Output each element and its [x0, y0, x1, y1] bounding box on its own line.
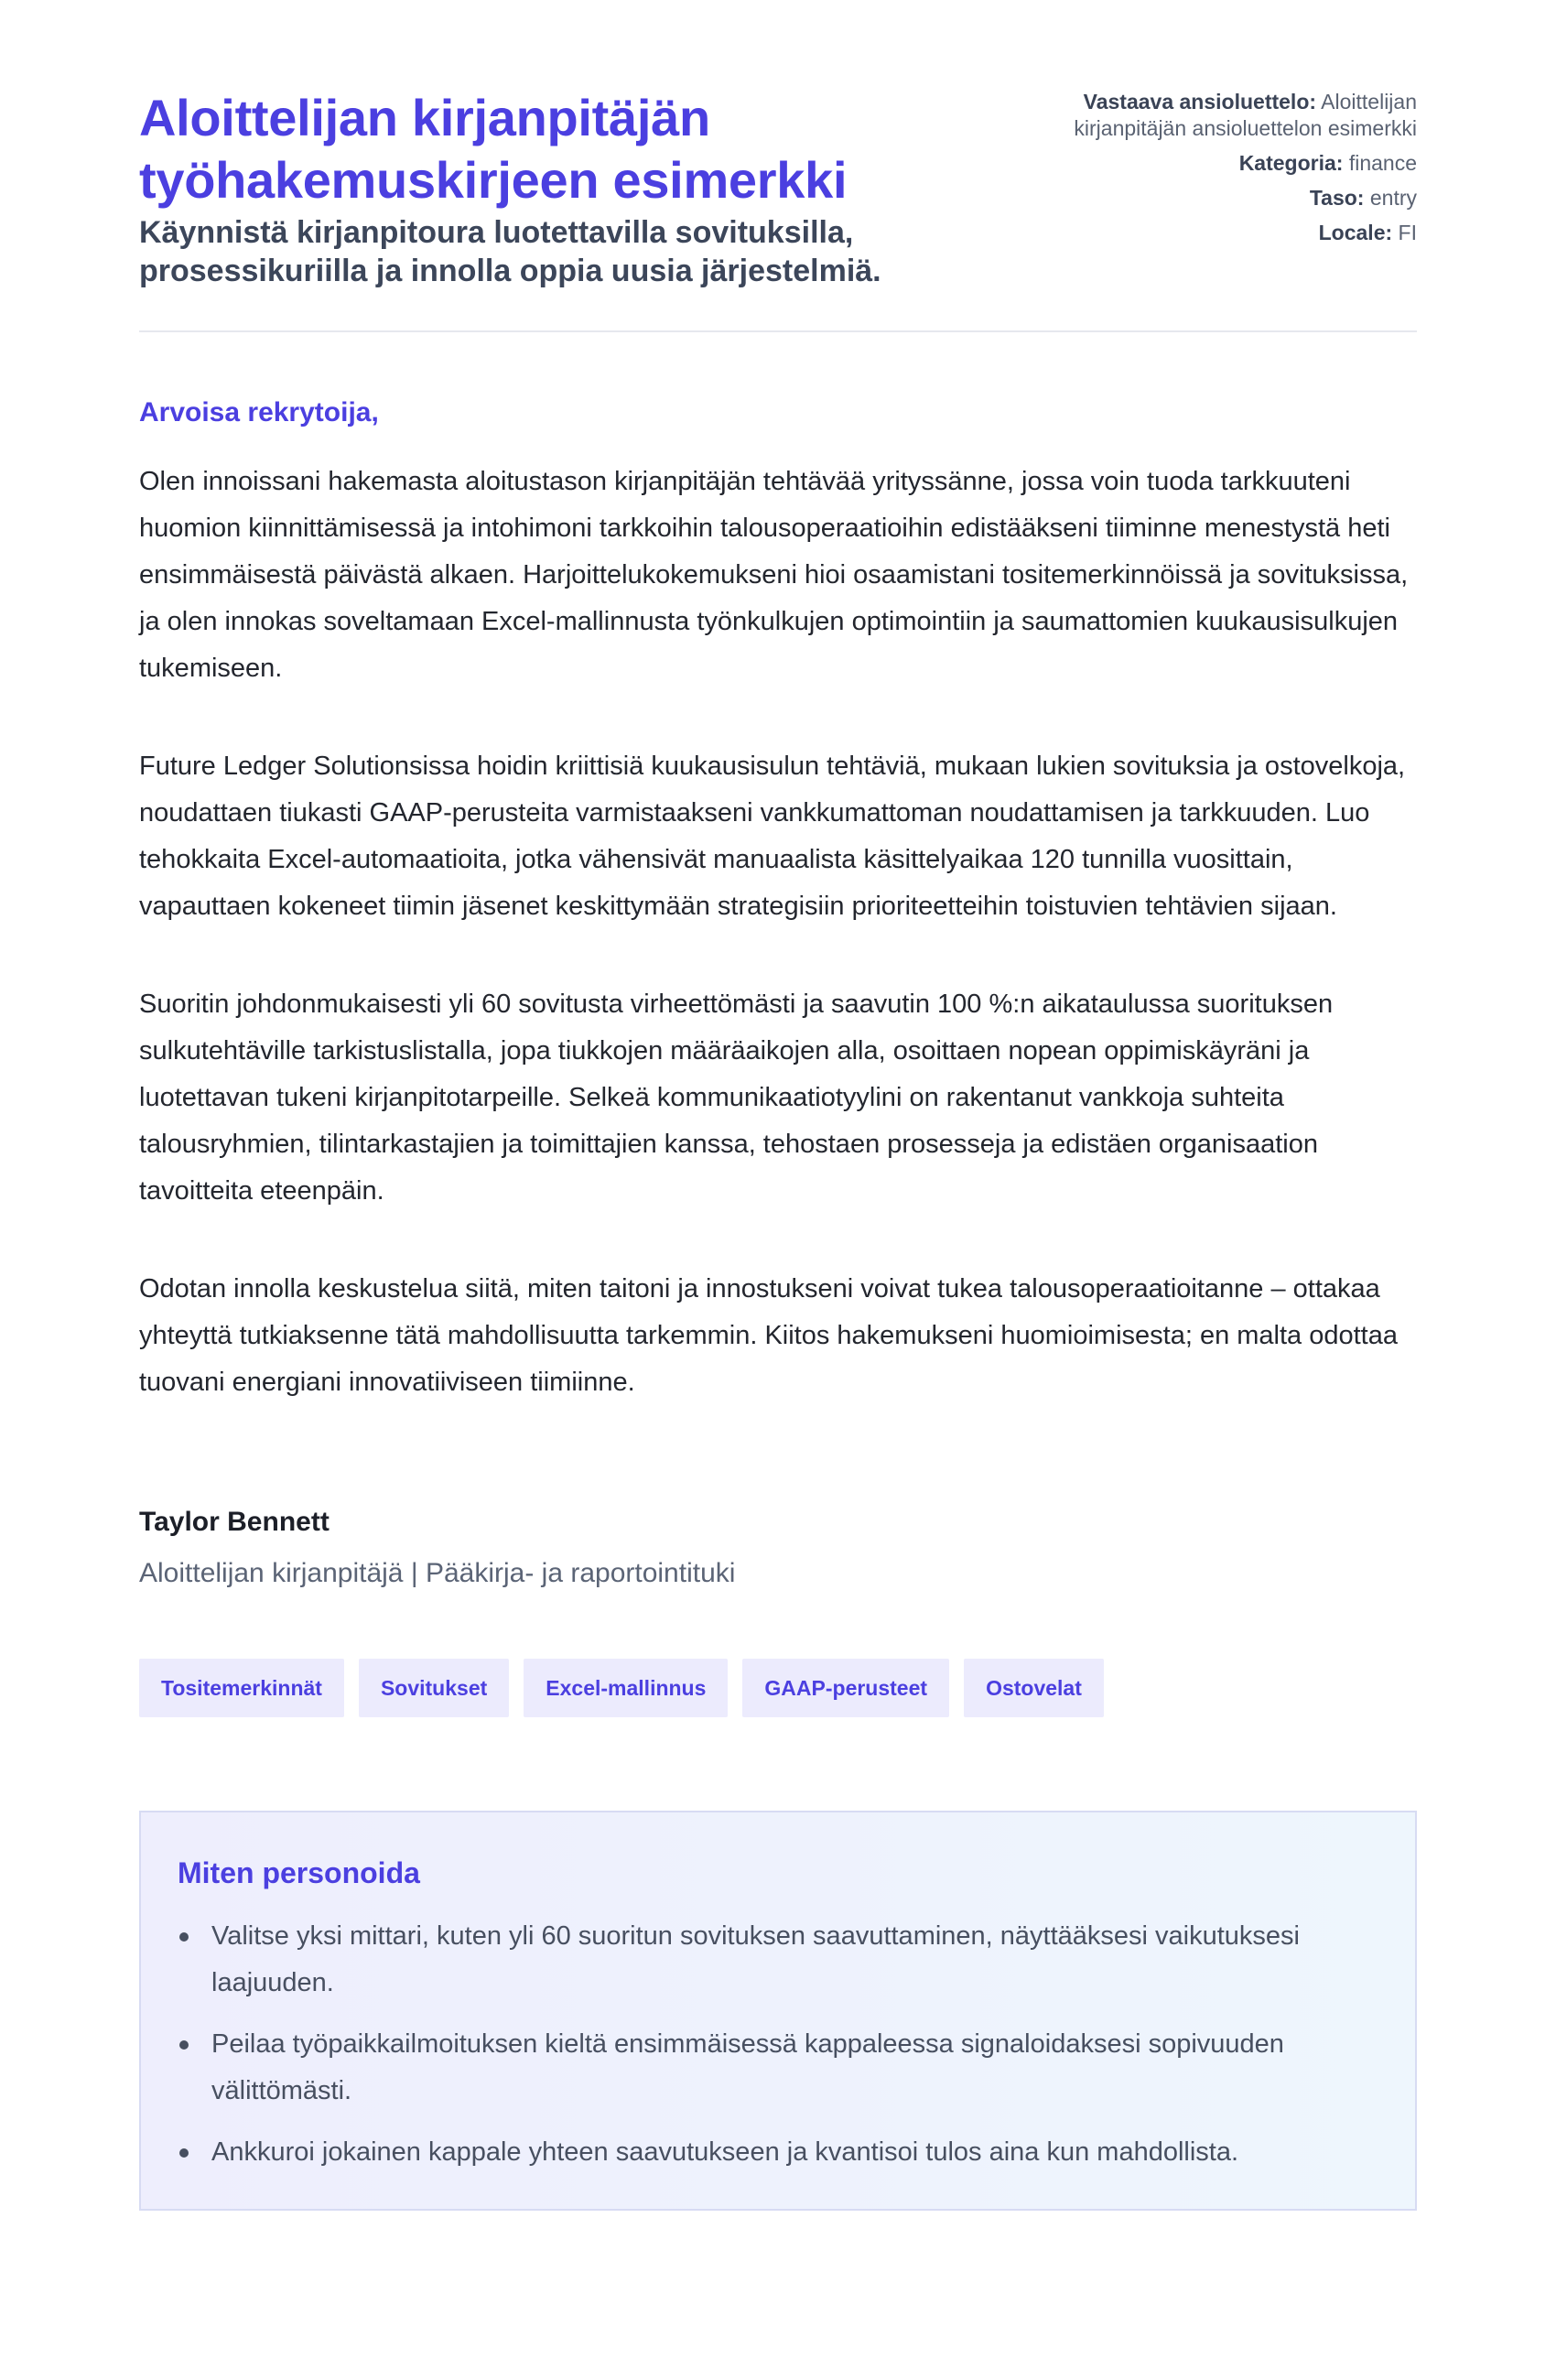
meta-category-value: finance — [1348, 151, 1417, 175]
meta-locale-value: FI — [1398, 221, 1417, 244]
letter-paragraph-1: Olen innoissani hakemasta aloitustason kirjanpitäjän tehtävää yrityssänne, jossa voin tuoda tarkkuuteni huomion kiinnittämisessä ja intohimoni tarkkoihin talousoperaatioihin edistääkseni tiiminne menestystä heti ensimmäisestä päivästä alkaen. Harjoittelukokemukseni hioi osaamistani tositemerkinnöissä ja sovituksissa, ja olen innokas soveltamaan Excel-mallinnusta työnkulkujen optimointiin ja saumattomien kuukausisulkujen tukemiseen. — [139, 467, 1409, 683]
signature-name: Taylor Bennett — [139, 1507, 330, 1537]
meta-panel — [991, 87, 1417, 254]
meta-category-label: Kategoria: — [1238, 151, 1344, 175]
tip-text: Valitse yksi mittari, kuten yli 60 suoritun sovituksen saavuttaminen, näyttääksesi vaikutuksesi laajuuden. — [211, 1921, 1300, 1997]
page-header — [139, 87, 1417, 332]
letter-paragraph-4: Odotan innolla keskustelua siitä, miten taitoni ja innostukseni voivat tukea talousoperaatioitanne – ottakaa yhteyttä tutkiaksenne tätä mahdollisuutta tarkemmin. Kiitos hakemukseni huomioimisesta; en malta odottaa tuovani energiani innovatiiviseen tiimiinne. — [139, 1274, 1398, 1397]
title-block — [139, 87, 991, 290]
tip-text: Peilaa työpaikkailmoituksen kieltä ensimmäisessä kappaleessa signaloidaksesi sopivuuden välittömästi. — [211, 2029, 1284, 2105]
meta-resume — [991, 89, 1417, 142]
meta-resume-value: Aloittelijan kirjanpitäjän ansioluettelon esimerkki — [1074, 90, 1417, 140]
page-title: Aloittelijan kirjanpitäjän työhakemuskirjeen esimerkki — [139, 89, 848, 209]
tips-list — [178, 1913, 1378, 2176]
tips-title: Miten personoida — [178, 1856, 420, 1889]
bullet-icon — [179, 2040, 189, 2050]
letter-paragraph-2: Future Ledger Solutionsissa hoidin kriittisiä kuukausisulun tehtäviä, mukaan lukien sovituksia ja ostovelkoja, noudattaen tiukasti GAAP-perusteita varmistaakseni vankkumattoman noudattamisen ja tarkkuuden. Luo tehokkaita Excel-automaatioita, jotka vähensivät manuaalista käsittelyaikaa 120 tunnilla vuosittain, vapauttaen kokeneet tiimin jäsenet keskittymään strategisiin prioriteetteihin toistuvien tehtävien sijaan. — [139, 752, 1406, 921]
bullet-icon — [179, 2148, 189, 2158]
meta-locale — [991, 220, 1417, 246]
personalization-tips — [139, 1811, 1417, 2211]
meta-level-value: entry — [1369, 186, 1417, 210]
letter-body — [139, 396, 1417, 2211]
meta-level-label: Taso: — [1309, 186, 1365, 210]
letter-paragraph-3: Suoritin johdonmukaisesti yli 60 sovitusta virheettömästi ja saavutin 100 %:n aikataulussa suorituksen sulkutehtäville tarkistuslistalla, jopa tiukkojen määräaikojen alla, osoittaen nopean oppimiskäyräni ja luotettavan tukeni kirjanpitotarpeille. Selkeä kommunikaatiotyylini on rakentanut vankkoja suhteita talousryhmien, tilintarkastajien ja toimittajien kanssa, tehostaen prosesseja ja edistäen organisaation tavoitteita eteenpäin. — [139, 990, 1334, 1206]
meta-locale-label: Locale: — [1318, 221, 1393, 244]
skill-tag: Tositemerkinnät — [139, 1659, 344, 1717]
skill-tag: GAAP-perusteet — [742, 1659, 949, 1717]
skill-tag: Sovitukset — [359, 1659, 509, 1717]
page-subtitle: Käynnistä kirjanpitoura luotettavilla sovituksilla, prosessikuriilla ja innolla oppia uusia järjestelmiä. — [139, 215, 881, 288]
tip-item — [178, 1913, 1378, 2007]
skill-tag: Ostovelat — [964, 1659, 1104, 1717]
tip-item — [178, 2021, 1378, 2115]
meta-level — [991, 185, 1417, 211]
meta-resume-label: Vastaava ansioluettelo: — [1083, 90, 1317, 114]
bullet-icon — [179, 1932, 189, 1942]
tip-text: Ankkuroi jokainen kappale yhteen saavutukseen ja kvantisoi tulos aina kun mahdollista. — [211, 2137, 1239, 2167]
skill-tags — [139, 1659, 1417, 1717]
signature-role: Aloittelijan kirjanpitäjä | Pääkirja- ja raportointituki — [139, 1558, 736, 1588]
skill-tag: Excel-mallinnus — [524, 1659, 728, 1717]
meta-category — [991, 150, 1417, 177]
salutation: Arvoisa rekrytoija, — [139, 397, 379, 427]
tip-item — [178, 2129, 1378, 2176]
